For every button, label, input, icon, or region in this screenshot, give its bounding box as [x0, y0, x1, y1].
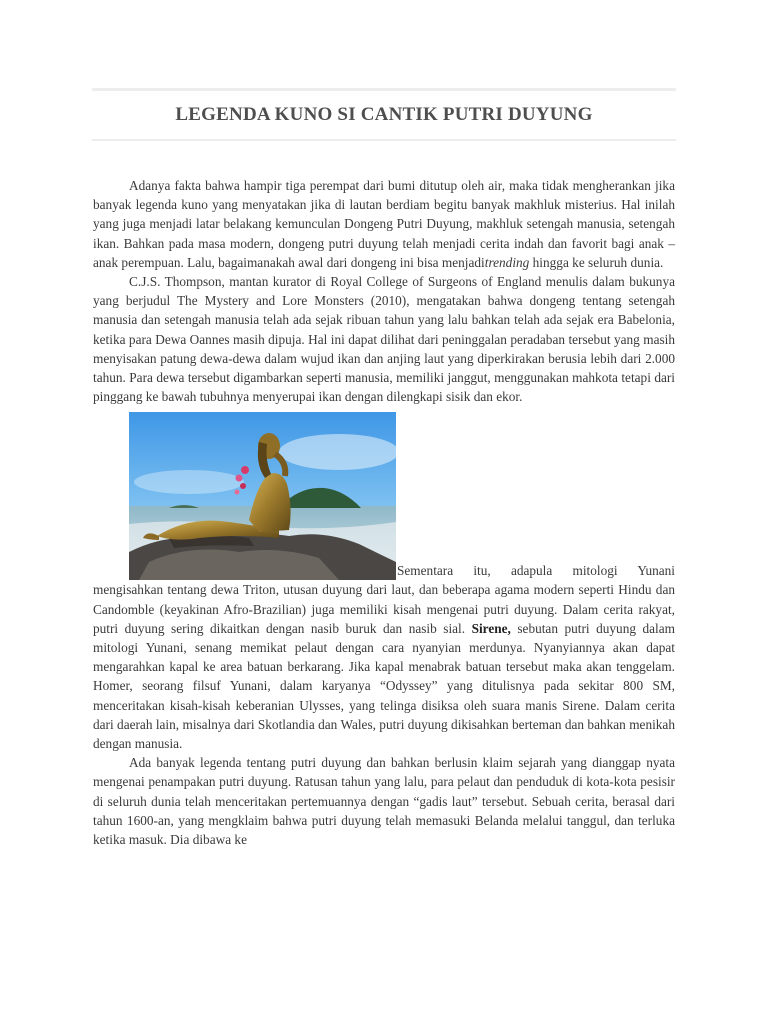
paragraph-3 [93, 409, 675, 753]
article-body [93, 176, 675, 849]
title-bottom-rule [92, 139, 676, 141]
paragraph-1-text: Adanya fakta bahwa hampir tiga perempat dari bumi ditutup oleh air, maka tidak mengherankan jika banyak legenda kuno yang menyatakan jika di lautan berdiam begitu banyak makhluk misterius. Hal inilah yang juga menjadi latar belakang kemunculan Dongeng Putri Duyung, makhluk setengah manusia, setengah ikan. Bahkan pada masa modern, dongeng putri duyung telah menjadi cerita indah dan favorit bagi anak – anak perempuan. Lalu, bagaimanakah awal dari dongeng ini bisa menjadi [93, 178, 675, 270]
sirene-term: Sirene, [471, 620, 511, 636]
page-title: LEGENDA KUNO SI CANTIK PUTRI DUYUNG [175, 104, 593, 125]
mermaid-statue-photo [129, 412, 396, 580]
paragraph-1 [93, 176, 675, 272]
title-top-rule [92, 88, 676, 91]
paragraph-4: Ada banyak legenda tentang putri duyung dan bahkan berlusin klaim sejarah yang dianggap nyata mengenai penampakan putri duyung. Ratusan tahun yang lalu, para pelaut dan penduduk di kota-kota pesisir di seluruh dunia telah menceritakan pertemuannya dengan “gadis laut” tersebut. Sebuah cerita, berasal dari tahun 1600-an, yang mengklaim bahwa putri duyung telah memasuki Belanda melalui tanggul, dan terluka ketika masuk. Dia dibawa ke [93, 755, 675, 848]
mermaid-statue-image [129, 412, 396, 580]
paragraph-1-tail: hingga ke seluruh dunia. [529, 254, 664, 270]
paragraph-3-text: Sementara itu, adapula mitologi Yunani mengisahkan tentang dewa Triton, utusan duyung dari laut, dan beberapa agama modern seperti Hindu dan Candomble (keyakinan Afro-Brazilian) juga memiliki kisah mengenai putri duyung. Dalam cerita rakyat, putri duyung sering dikaitkan dengan nasib buruk dan nasib sial. [93, 563, 675, 636]
paragraph-3-tail: sebutan putri duyung dalam mitologi Yunani, senang memikat pelaut dengan cara nyanyian merdunya. Nyanyiannya akan dapat mengarahkan kapal ke area batuan berkarang. Jika kapal menabrak batuan tersebut maka akan tenggelam. Homer, seorang filsuf Yunani, dalam karyanya “Odyssey” yang ditulisnya pada sekitar 800 SM, menceritakan kisah-kisah keberanian Ulysses, yang telinga disiksa oleh suara manis Sirene. Dalam cerita dari daerah lain, misalnya dari Skotlandia dan Wales, putri duyung dikisahkan berteman dan bahkan menikah dengan manusia. [93, 620, 675, 752]
paragraph-1-italic: trending [484, 254, 530, 270]
paragraph-2: C.J.S. Thompson, mantan kurator di Royal College of Surgeons of England menulis dalam bukunya yang berjudul The Mystery and Lore Monsters (2010), mengatakan bahwa dongeng tentang setengah manusia dan setengah manusia telah ada sejak ribuan tahun yang lalu bahkan telah ada sejak era Babelonia, ketika para Dewa Oannes masih dipuja. Hal ini dapat dilihat dari peninggalan peradaban tersebut yang masih menyisakan patung dewa-dewa dalam wujud ikan dan anjing laut yang diperkirakan berusia lebih dari 2.000 tahun. Para dewa tersebut digambarkan seperti manusia, memiliki janggut, menggunakan mahkota tetapi dari pinggang ke bawah tubuhnya menyerupai ikan dengan dilengkapi sisik dan ekor. [93, 274, 675, 405]
